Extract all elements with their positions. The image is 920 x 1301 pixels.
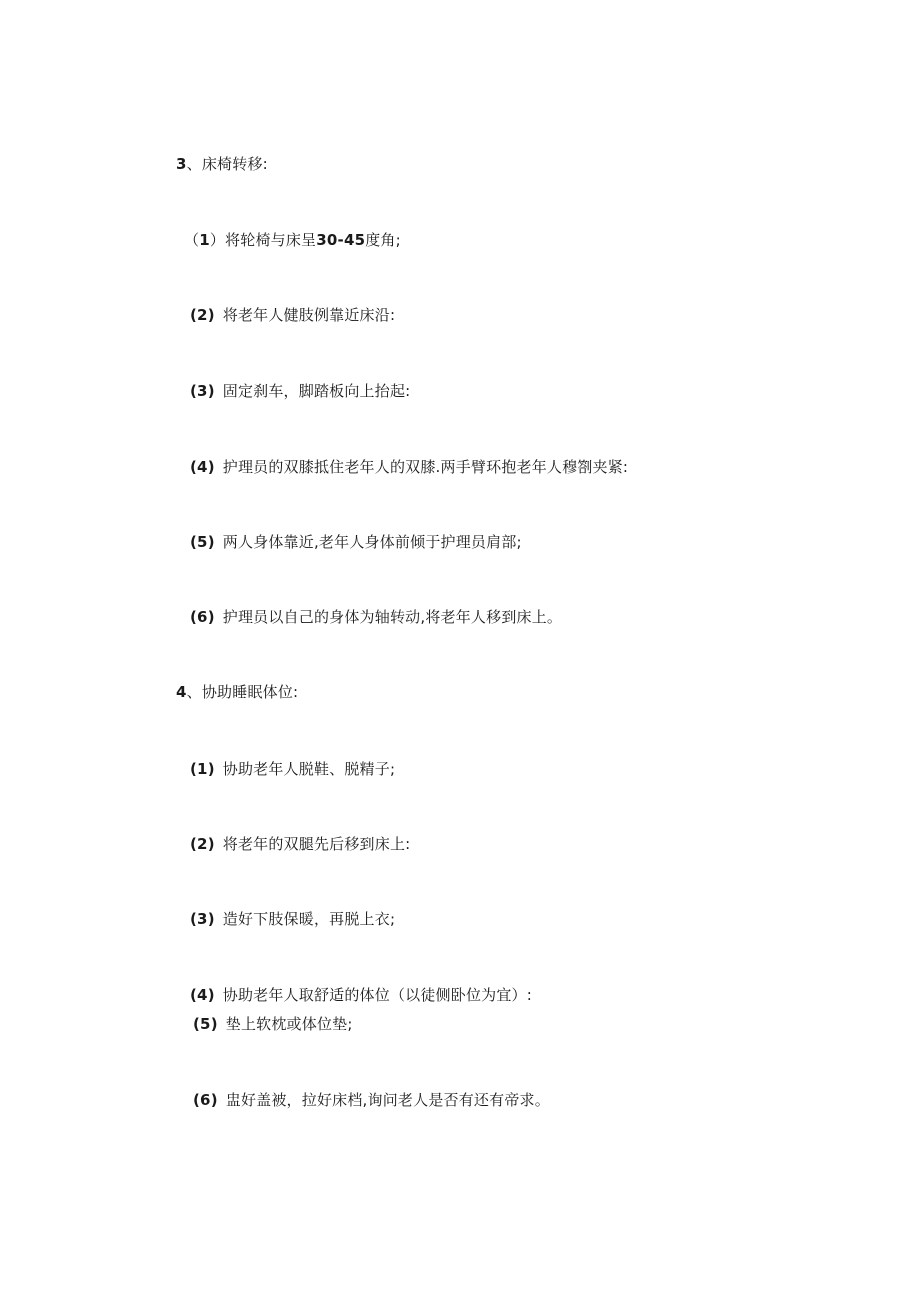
section-4-number: 4	[176, 683, 187, 701]
section-4-heading	[176, 682, 298, 702]
section-3-item-1	[184, 230, 401, 250]
item-marker: (3)	[190, 910, 215, 928]
section-4-item-6	[193, 1090, 550, 1110]
section-4-item-2	[190, 834, 410, 854]
item-text: 两人身体靠近,老年人身体前倾于护理员肩部;	[222, 533, 522, 551]
item-text: 垫上软枕或体位垫;	[225, 1015, 353, 1033]
section-4-title: 、协助睡眠体位:	[186, 683, 299, 701]
item-marker: (1)	[190, 760, 215, 778]
section-4-item-3	[190, 909, 395, 929]
section-4-item-4	[190, 985, 532, 1005]
item-marker-number: 1	[199, 231, 210, 249]
item-marker-close: ）	[209, 231, 226, 249]
item-angle-range: 30-45	[316, 231, 366, 249]
item-text: 护理员的双膝抵住老年人的双膝.两手臂环抱老年人穆劄夹紧:	[222, 458, 629, 476]
item-text: 将老年人健肢例靠近床沿:	[222, 306, 396, 324]
item-marker: (5)	[190, 533, 215, 551]
item-text: 将老年的双腿先后移到床上:	[222, 835, 411, 853]
item-marker: (6)	[190, 608, 215, 626]
section-3-item-5	[190, 532, 522, 552]
item-text-after: 度角;	[365, 231, 401, 249]
section-3-heading	[176, 154, 268, 174]
item-marker: (4)	[190, 458, 215, 476]
item-text: 盅好盖被，拉好床档,询问老人是否有还有帝求。	[225, 1091, 550, 1109]
item-marker: (2)	[190, 306, 215, 324]
item-marker: (2)	[190, 835, 215, 853]
section-3-item-2	[190, 305, 395, 325]
item-text: 协助老年人取舒适的体位（以徒侧卧位为宜）:	[222, 986, 533, 1004]
section-3-title: 、床椅转移:	[186, 155, 268, 173]
item-text: 造好下肢保暖，再脱上衣;	[222, 910, 396, 928]
item-marker: (3)	[190, 382, 215, 400]
section-3-number: 3	[176, 155, 187, 173]
item-marker: (4)	[190, 986, 215, 1004]
item-text: 护理员以自己的身体为轴转动,将老年人移到床上。	[222, 608, 563, 626]
item-text: 固定刹车，脚踏板向上抬起:	[222, 382, 411, 400]
section-3-item-3	[190, 381, 410, 401]
item-marker: (6)	[193, 1091, 218, 1109]
section-4-item-1	[190, 759, 395, 779]
section-3-item-4	[190, 457, 628, 477]
item-text-before: 将轮椅与床呈	[225, 231, 317, 249]
item-marker: (5)	[193, 1015, 218, 1033]
section-3-item-6	[190, 607, 562, 627]
item-marker-open: （	[184, 231, 200, 249]
section-4-item-5	[193, 1014, 353, 1034]
item-text: 协助老年人脱鞋、脱精子;	[222, 760, 396, 778]
